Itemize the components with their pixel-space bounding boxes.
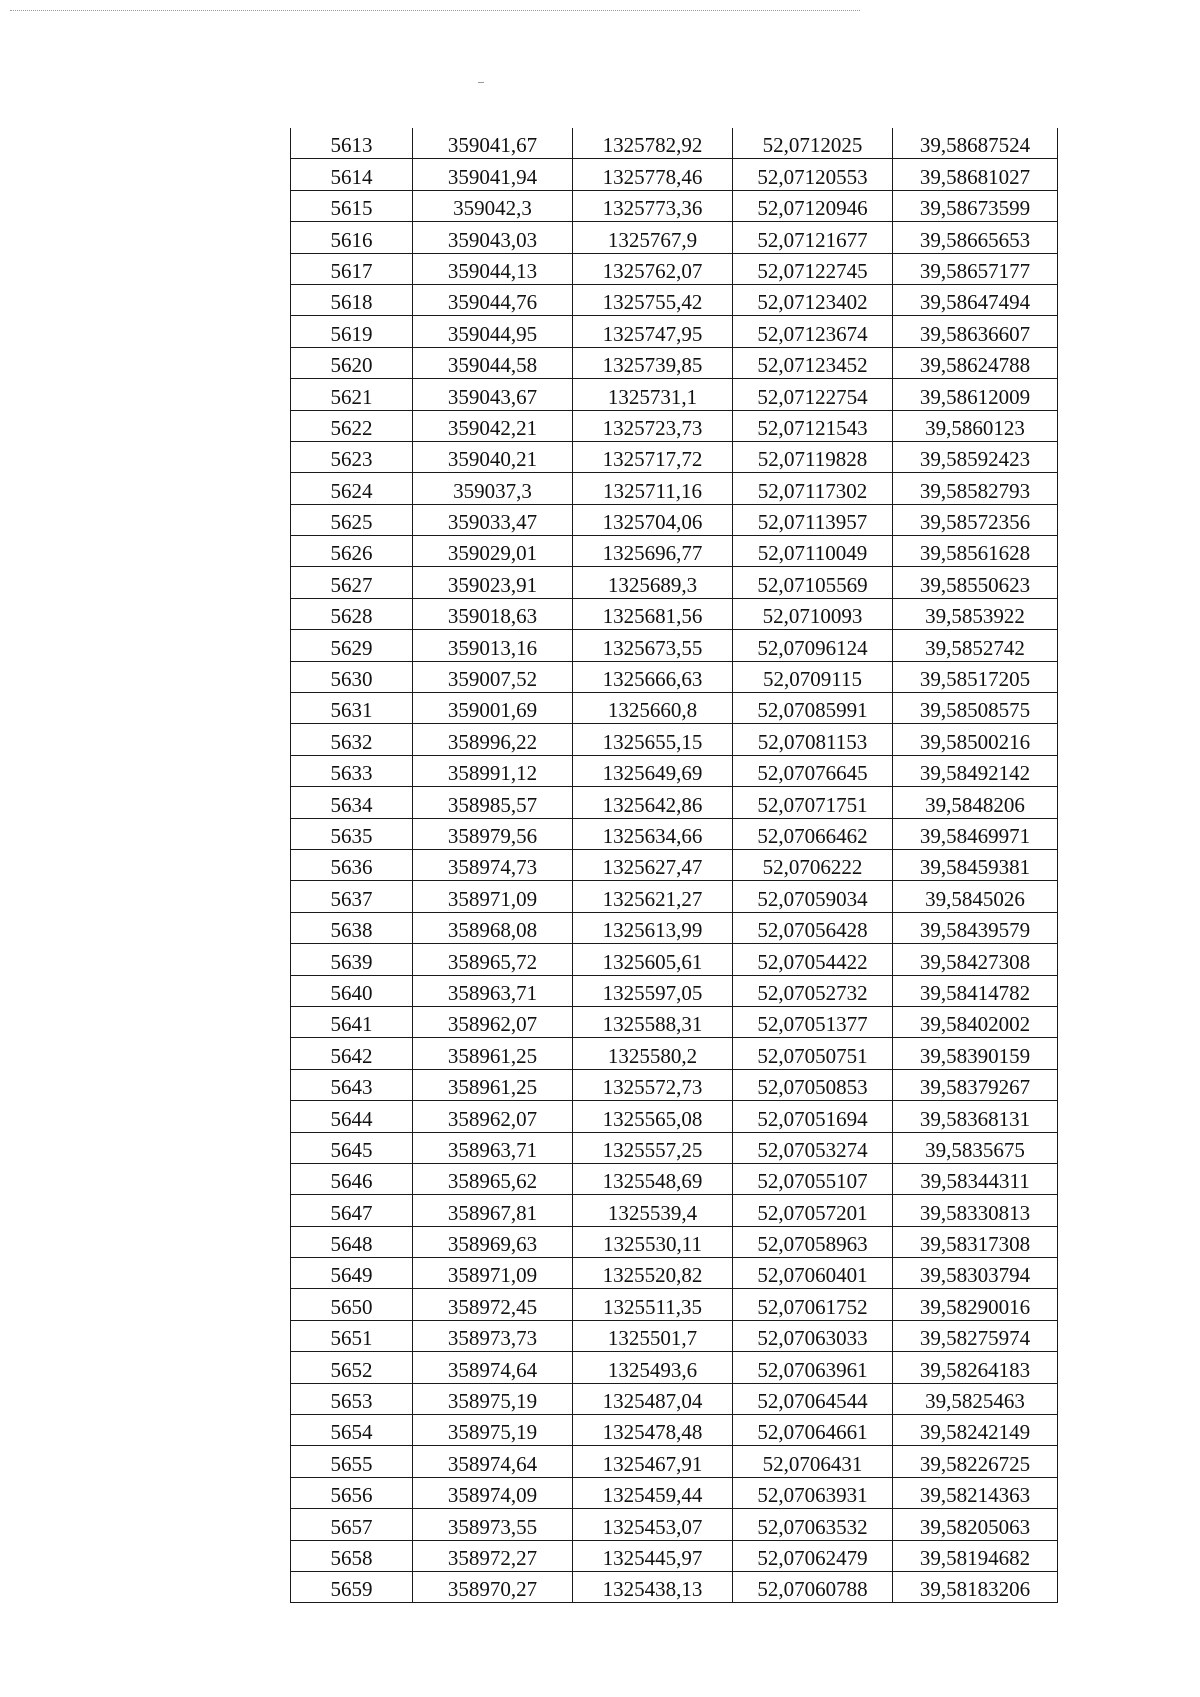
latitude-cell: 52,07121677 xyxy=(733,222,893,253)
point-number-cell: 5634 xyxy=(291,787,413,818)
latitude-cell: 52,07110049 xyxy=(733,536,893,567)
longitude-cell: 39,58636607 xyxy=(893,316,1058,347)
table-row xyxy=(291,1101,1058,1132)
y-coordinate-cell: 1325755,42 xyxy=(573,284,733,315)
longitude-cell: 39,58647494 xyxy=(893,284,1058,315)
y-coordinate-cell: 1325717,72 xyxy=(573,441,733,472)
point-number-cell: 5624 xyxy=(291,473,413,504)
table-row xyxy=(291,944,1058,975)
latitude-cell: 52,07076645 xyxy=(733,755,893,786)
longitude-cell: 39,58500216 xyxy=(893,724,1058,755)
longitude-cell: 39,58275974 xyxy=(893,1320,1058,1351)
longitude-cell: 39,58402002 xyxy=(893,1006,1058,1037)
latitude-cell: 52,07063033 xyxy=(733,1320,893,1351)
x-coordinate-cell: 358965,62 xyxy=(413,1163,573,1194)
x-coordinate-cell: 358963,71 xyxy=(413,975,573,1006)
longitude-cell: 39,58379267 xyxy=(893,1069,1058,1100)
latitude-cell: 52,07054422 xyxy=(733,944,893,975)
point-number-cell: 5625 xyxy=(291,504,413,535)
table-row xyxy=(291,693,1058,724)
y-coordinate-cell: 1325621,27 xyxy=(573,881,733,912)
x-coordinate-cell: 359042,21 xyxy=(413,410,573,441)
table-row xyxy=(291,284,1058,315)
y-coordinate-cell: 1325723,73 xyxy=(573,410,733,441)
x-coordinate-cell: 358971,09 xyxy=(413,1258,573,1289)
table-row xyxy=(291,473,1058,504)
point-number-cell: 5619 xyxy=(291,316,413,347)
x-coordinate-cell: 359029,01 xyxy=(413,536,573,567)
table-row xyxy=(291,1540,1058,1571)
longitude-cell: 39,58665653 xyxy=(893,222,1058,253)
longitude-cell: 39,58183206 xyxy=(893,1571,1058,1602)
table-row xyxy=(291,1226,1058,1257)
table-row xyxy=(291,1477,1058,1508)
point-number-cell: 5647 xyxy=(291,1195,413,1226)
table-row xyxy=(291,755,1058,786)
point-number-cell: 5654 xyxy=(291,1415,413,1446)
table-row xyxy=(291,1571,1058,1602)
y-coordinate-cell: 1325565,08 xyxy=(573,1101,733,1132)
point-number-cell: 5639 xyxy=(291,944,413,975)
table-row xyxy=(291,1289,1058,1320)
latitude-cell: 52,07123402 xyxy=(733,284,893,315)
x-coordinate-cell: 358965,72 xyxy=(413,944,573,975)
scan-border-line xyxy=(10,10,860,11)
y-coordinate-cell: 1325689,3 xyxy=(573,567,733,598)
point-number-cell: 5631 xyxy=(291,693,413,724)
longitude-cell: 39,58517205 xyxy=(893,661,1058,692)
x-coordinate-cell: 359007,52 xyxy=(413,661,573,692)
point-number-cell: 5646 xyxy=(291,1163,413,1194)
latitude-cell: 52,07071751 xyxy=(733,787,893,818)
point-number-cell: 5616 xyxy=(291,222,413,253)
longitude-cell: 39,58264183 xyxy=(893,1352,1058,1383)
y-coordinate-cell: 1325445,97 xyxy=(573,1540,733,1571)
latitude-cell: 52,07085991 xyxy=(733,693,893,724)
x-coordinate-cell: 358967,81 xyxy=(413,1195,573,1226)
table-row xyxy=(291,128,1058,159)
latitude-cell: 52,07122745 xyxy=(733,253,893,284)
x-coordinate-cell: 359037,3 xyxy=(413,473,573,504)
table-row xyxy=(291,1446,1058,1477)
latitude-cell: 52,07120553 xyxy=(733,159,893,190)
table-row xyxy=(291,630,1058,661)
longitude-cell: 39,58673599 xyxy=(893,190,1058,221)
table-row xyxy=(291,1163,1058,1194)
x-coordinate-cell: 359044,13 xyxy=(413,253,573,284)
y-coordinate-cell: 1325459,44 xyxy=(573,1477,733,1508)
longitude-cell: 39,58624788 xyxy=(893,347,1058,378)
x-coordinate-cell: 358973,73 xyxy=(413,1320,573,1351)
latitude-cell: 52,07060788 xyxy=(733,1571,893,1602)
table-row xyxy=(291,818,1058,849)
y-coordinate-cell: 1325762,07 xyxy=(573,253,733,284)
x-coordinate-cell: 359043,67 xyxy=(413,379,573,410)
table-row xyxy=(291,190,1058,221)
y-coordinate-cell: 1325520,82 xyxy=(573,1258,733,1289)
x-coordinate-cell: 358962,07 xyxy=(413,1101,573,1132)
table-row xyxy=(291,1415,1058,1446)
point-number-cell: 5633 xyxy=(291,755,413,786)
table-row xyxy=(291,567,1058,598)
point-number-cell: 5621 xyxy=(291,379,413,410)
longitude-cell: 39,58492142 xyxy=(893,755,1058,786)
table-row xyxy=(291,849,1058,880)
point-number-cell: 5622 xyxy=(291,410,413,441)
table-row xyxy=(291,159,1058,190)
longitude-cell: 39,5825463 xyxy=(893,1383,1058,1414)
longitude-cell: 39,58330813 xyxy=(893,1195,1058,1226)
x-coordinate-cell: 358962,07 xyxy=(413,1006,573,1037)
longitude-cell: 39,58290016 xyxy=(893,1289,1058,1320)
longitude-cell: 39,58469971 xyxy=(893,818,1058,849)
latitude-cell: 52,07064544 xyxy=(733,1383,893,1414)
x-coordinate-cell: 358973,55 xyxy=(413,1509,573,1540)
longitude-cell: 39,58390159 xyxy=(893,1038,1058,1069)
point-number-cell: 5648 xyxy=(291,1226,413,1257)
x-coordinate-cell: 358968,08 xyxy=(413,912,573,943)
point-number-cell: 5658 xyxy=(291,1540,413,1571)
latitude-cell: 52,07081153 xyxy=(733,724,893,755)
latitude-cell: 52,07059034 xyxy=(733,881,893,912)
latitude-cell: 52,07057201 xyxy=(733,1195,893,1226)
point-number-cell: 5655 xyxy=(291,1446,413,1477)
x-coordinate-cell: 358996,22 xyxy=(413,724,573,755)
table-row xyxy=(291,1195,1058,1226)
longitude-cell: 39,58427308 xyxy=(893,944,1058,975)
table-row xyxy=(291,222,1058,253)
x-coordinate-cell: 359044,58 xyxy=(413,347,573,378)
x-coordinate-cell: 359033,47 xyxy=(413,504,573,535)
latitude-cell: 52,07121543 xyxy=(733,410,893,441)
point-number-cell: 5620 xyxy=(291,347,413,378)
x-coordinate-cell: 358974,64 xyxy=(413,1352,573,1383)
y-coordinate-cell: 1325487,04 xyxy=(573,1383,733,1414)
table-row xyxy=(291,347,1058,378)
longitude-cell: 39,58592423 xyxy=(893,441,1058,472)
longitude-cell: 39,58439579 xyxy=(893,912,1058,943)
point-number-cell: 5623 xyxy=(291,441,413,472)
longitude-cell: 39,5835675 xyxy=(893,1132,1058,1163)
point-number-cell: 5641 xyxy=(291,1006,413,1037)
point-number-cell: 5645 xyxy=(291,1132,413,1163)
latitude-cell: 52,07066462 xyxy=(733,818,893,849)
x-coordinate-cell: 358975,19 xyxy=(413,1415,573,1446)
point-number-cell: 5635 xyxy=(291,818,413,849)
y-coordinate-cell: 1325478,48 xyxy=(573,1415,733,1446)
y-coordinate-cell: 1325782,92 xyxy=(573,128,733,159)
latitude-cell: 52,07119828 xyxy=(733,441,893,472)
y-coordinate-cell: 1325666,63 xyxy=(573,661,733,692)
x-coordinate-cell: 358974,09 xyxy=(413,1477,573,1508)
x-coordinate-cell: 358961,25 xyxy=(413,1069,573,1100)
y-coordinate-cell: 1325548,69 xyxy=(573,1163,733,1194)
table-row xyxy=(291,787,1058,818)
table-row xyxy=(291,975,1058,1006)
longitude-cell: 39,58582793 xyxy=(893,473,1058,504)
y-coordinate-cell: 1325597,05 xyxy=(573,975,733,1006)
y-coordinate-cell: 1325747,95 xyxy=(573,316,733,347)
latitude-cell: 52,0710093 xyxy=(733,598,893,629)
point-number-cell: 5656 xyxy=(291,1477,413,1508)
table-row xyxy=(291,724,1058,755)
longitude-cell: 39,58687524 xyxy=(893,128,1058,159)
x-coordinate-cell: 359023,91 xyxy=(413,567,573,598)
point-number-cell: 5649 xyxy=(291,1258,413,1289)
latitude-cell: 52,07052732 xyxy=(733,975,893,1006)
latitude-cell: 52,07123452 xyxy=(733,347,893,378)
point-number-cell: 5637 xyxy=(291,881,413,912)
latitude-cell: 52,07096124 xyxy=(733,630,893,661)
x-coordinate-cell: 358963,71 xyxy=(413,1132,573,1163)
latitude-cell: 52,07051377 xyxy=(733,1006,893,1037)
longitude-cell: 39,58459381 xyxy=(893,849,1058,880)
y-coordinate-cell: 1325605,61 xyxy=(573,944,733,975)
longitude-cell: 39,58344311 xyxy=(893,1163,1058,1194)
latitude-cell: 52,07053274 xyxy=(733,1132,893,1163)
latitude-cell: 52,07063532 xyxy=(733,1509,893,1540)
longitude-cell: 39,58317308 xyxy=(893,1226,1058,1257)
y-coordinate-cell: 1325467,91 xyxy=(573,1446,733,1477)
x-coordinate-cell: 358972,45 xyxy=(413,1289,573,1320)
longitude-cell: 39,58657177 xyxy=(893,253,1058,284)
longitude-cell: 39,5860123 xyxy=(893,410,1058,441)
longitude-cell: 39,58508575 xyxy=(893,693,1058,724)
table-row xyxy=(291,912,1058,943)
point-number-cell: 5659 xyxy=(291,1571,413,1602)
y-coordinate-cell: 1325773,36 xyxy=(573,190,733,221)
point-number-cell: 5638 xyxy=(291,912,413,943)
y-coordinate-cell: 1325655,15 xyxy=(573,724,733,755)
y-coordinate-cell: 1325613,99 xyxy=(573,912,733,943)
longitude-cell: 39,58226725 xyxy=(893,1446,1058,1477)
x-coordinate-cell: 358971,09 xyxy=(413,881,573,912)
point-number-cell: 5636 xyxy=(291,849,413,880)
latitude-cell: 52,07123674 xyxy=(733,316,893,347)
coordinates-table-body xyxy=(291,128,1058,1603)
y-coordinate-cell: 1325627,47 xyxy=(573,849,733,880)
latitude-cell: 52,0706431 xyxy=(733,1446,893,1477)
latitude-cell: 52,07063931 xyxy=(733,1477,893,1508)
point-number-cell: 5614 xyxy=(291,159,413,190)
y-coordinate-cell: 1325511,35 xyxy=(573,1289,733,1320)
point-number-cell: 5626 xyxy=(291,536,413,567)
table-row xyxy=(291,1509,1058,1540)
table-row xyxy=(291,1258,1058,1289)
x-coordinate-cell: 359044,76 xyxy=(413,284,573,315)
longitude-cell: 39,58681027 xyxy=(893,159,1058,190)
table-row xyxy=(291,379,1058,410)
y-coordinate-cell: 1325696,77 xyxy=(573,536,733,567)
y-coordinate-cell: 1325501,7 xyxy=(573,1320,733,1351)
y-coordinate-cell: 1325572,73 xyxy=(573,1069,733,1100)
longitude-cell: 39,58612009 xyxy=(893,379,1058,410)
point-number-cell: 5617 xyxy=(291,253,413,284)
longitude-cell: 39,58368131 xyxy=(893,1101,1058,1132)
y-coordinate-cell: 1325767,9 xyxy=(573,222,733,253)
point-number-cell: 5653 xyxy=(291,1383,413,1414)
latitude-cell: 52,07122754 xyxy=(733,379,893,410)
longitude-cell: 39,58550623 xyxy=(893,567,1058,598)
longitude-cell: 39,58561628 xyxy=(893,536,1058,567)
x-coordinate-cell: 358970,27 xyxy=(413,1571,573,1602)
x-coordinate-cell: 359044,95 xyxy=(413,316,573,347)
y-coordinate-cell: 1325681,56 xyxy=(573,598,733,629)
longitude-cell: 39,5852742 xyxy=(893,630,1058,661)
x-coordinate-cell: 358979,56 xyxy=(413,818,573,849)
point-number-cell: 5632 xyxy=(291,724,413,755)
coordinates-table xyxy=(290,128,1058,1603)
scan-speck xyxy=(478,82,484,83)
y-coordinate-cell: 1325557,25 xyxy=(573,1132,733,1163)
x-coordinate-cell: 359001,69 xyxy=(413,693,573,724)
latitude-cell: 52,07120946 xyxy=(733,190,893,221)
y-coordinate-cell: 1325660,8 xyxy=(573,693,733,724)
x-coordinate-cell: 359018,63 xyxy=(413,598,573,629)
point-number-cell: 5643 xyxy=(291,1069,413,1100)
latitude-cell: 52,07056428 xyxy=(733,912,893,943)
x-coordinate-cell: 358974,64 xyxy=(413,1446,573,1477)
y-coordinate-cell: 1325711,16 xyxy=(573,473,733,504)
y-coordinate-cell: 1325739,85 xyxy=(573,347,733,378)
latitude-cell: 52,07105569 xyxy=(733,567,893,598)
x-coordinate-cell: 358974,73 xyxy=(413,849,573,880)
point-number-cell: 5657 xyxy=(291,1509,413,1540)
point-number-cell: 5644 xyxy=(291,1101,413,1132)
y-coordinate-cell: 1325493,6 xyxy=(573,1352,733,1383)
y-coordinate-cell: 1325530,11 xyxy=(573,1226,733,1257)
latitude-cell: 52,07063961 xyxy=(733,1352,893,1383)
latitude-cell: 52,07060401 xyxy=(733,1258,893,1289)
y-coordinate-cell: 1325580,2 xyxy=(573,1038,733,1069)
y-coordinate-cell: 1325649,69 xyxy=(573,755,733,786)
latitude-cell: 52,07113957 xyxy=(733,504,893,535)
longitude-cell: 39,58214363 xyxy=(893,1477,1058,1508)
y-coordinate-cell: 1325642,86 xyxy=(573,787,733,818)
latitude-cell: 52,0712025 xyxy=(733,128,893,159)
x-coordinate-cell: 358961,25 xyxy=(413,1038,573,1069)
latitude-cell: 52,07062479 xyxy=(733,1540,893,1571)
latitude-cell: 52,07051694 xyxy=(733,1101,893,1132)
x-coordinate-cell: 358991,12 xyxy=(413,755,573,786)
latitude-cell: 52,0706222 xyxy=(733,849,893,880)
table-row xyxy=(291,316,1058,347)
y-coordinate-cell: 1325588,31 xyxy=(573,1006,733,1037)
x-coordinate-cell: 358985,57 xyxy=(413,787,573,818)
table-row xyxy=(291,1383,1058,1414)
latitude-cell: 52,07117302 xyxy=(733,473,893,504)
table-row xyxy=(291,1132,1058,1163)
table-row xyxy=(291,441,1058,472)
point-number-cell: 5618 xyxy=(291,284,413,315)
point-number-cell: 5652 xyxy=(291,1352,413,1383)
table-row xyxy=(291,410,1058,441)
table-row xyxy=(291,881,1058,912)
table-row xyxy=(291,504,1058,535)
y-coordinate-cell: 1325731,1 xyxy=(573,379,733,410)
point-number-cell: 5642 xyxy=(291,1038,413,1069)
longitude-cell: 39,58572356 xyxy=(893,504,1058,535)
point-number-cell: 5640 xyxy=(291,975,413,1006)
x-coordinate-cell: 359041,67 xyxy=(413,128,573,159)
x-coordinate-cell: 359043,03 xyxy=(413,222,573,253)
point-number-cell: 5650 xyxy=(291,1289,413,1320)
x-coordinate-cell: 359040,21 xyxy=(413,441,573,472)
y-coordinate-cell: 1325539,4 xyxy=(573,1195,733,1226)
x-coordinate-cell: 358969,63 xyxy=(413,1226,573,1257)
table-row xyxy=(291,598,1058,629)
point-number-cell: 5613 xyxy=(291,128,413,159)
x-coordinate-cell: 358975,19 xyxy=(413,1383,573,1414)
table-row xyxy=(291,1352,1058,1383)
point-number-cell: 5629 xyxy=(291,630,413,661)
table-row xyxy=(291,1006,1058,1037)
x-coordinate-cell: 359041,94 xyxy=(413,159,573,190)
point-number-cell: 5630 xyxy=(291,661,413,692)
y-coordinate-cell: 1325673,55 xyxy=(573,630,733,661)
point-number-cell: 5628 xyxy=(291,598,413,629)
y-coordinate-cell: 1325634,66 xyxy=(573,818,733,849)
y-coordinate-cell: 1325704,06 xyxy=(573,504,733,535)
table-row xyxy=(291,253,1058,284)
table-row xyxy=(291,661,1058,692)
table-row xyxy=(291,1320,1058,1351)
longitude-cell: 39,58205063 xyxy=(893,1509,1058,1540)
longitude-cell: 39,58242149 xyxy=(893,1415,1058,1446)
latitude-cell: 52,07050751 xyxy=(733,1038,893,1069)
table-row xyxy=(291,536,1058,567)
longitude-cell: 39,58194682 xyxy=(893,1540,1058,1571)
x-coordinate-cell: 359013,16 xyxy=(413,630,573,661)
latitude-cell: 52,0709115 xyxy=(733,661,893,692)
y-coordinate-cell: 1325778,46 xyxy=(573,159,733,190)
latitude-cell: 52,07061752 xyxy=(733,1289,893,1320)
point-number-cell: 5651 xyxy=(291,1320,413,1351)
x-coordinate-cell: 358972,27 xyxy=(413,1540,573,1571)
y-coordinate-cell: 1325438,13 xyxy=(573,1571,733,1602)
latitude-cell: 52,07050853 xyxy=(733,1069,893,1100)
longitude-cell: 39,5848206 xyxy=(893,787,1058,818)
point-number-cell: 5615 xyxy=(291,190,413,221)
point-number-cell: 5627 xyxy=(291,567,413,598)
latitude-cell: 52,07058963 xyxy=(733,1226,893,1257)
y-coordinate-cell: 1325453,07 xyxy=(573,1509,733,1540)
longitude-cell: 39,58414782 xyxy=(893,975,1058,1006)
longitude-cell: 39,5845026 xyxy=(893,881,1058,912)
table-row xyxy=(291,1069,1058,1100)
latitude-cell: 52,07064661 xyxy=(733,1415,893,1446)
longitude-cell: 39,5853922 xyxy=(893,598,1058,629)
latitude-cell: 52,07055107 xyxy=(733,1163,893,1194)
longitude-cell: 39,58303794 xyxy=(893,1258,1058,1289)
table-row xyxy=(291,1038,1058,1069)
x-coordinate-cell: 359042,3 xyxy=(413,190,573,221)
